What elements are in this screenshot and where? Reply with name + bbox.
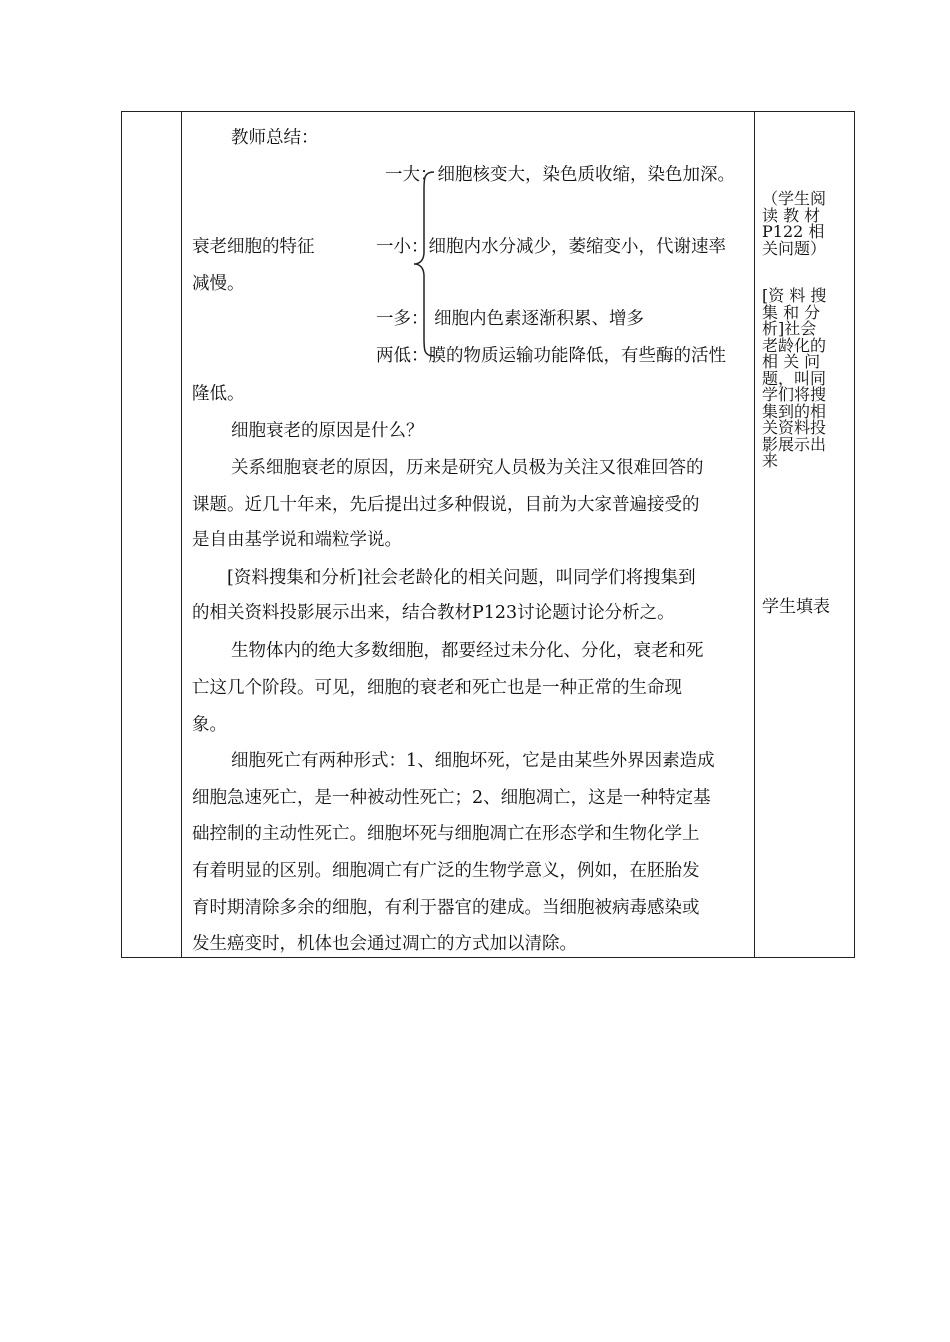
para1-line-3: 是自由基学说和端粒学说。 xyxy=(192,530,402,550)
para4-line-2: 细胞急速死亡，是一种被动性死亡；2、细胞凋亡，这是一种特定基 xyxy=(192,788,711,808)
feature-branch-3: 一多： 细胞内色素逐渐积累、增多 xyxy=(376,309,645,329)
curly-brace-icon xyxy=(412,170,436,358)
side-note-line: 影展示出 xyxy=(762,434,827,454)
para4-line-6: 发生癌变时，机体也会通过凋亡的方式加以清除。 xyxy=(192,934,577,954)
para3-line-2: 亡这几个阶段。可见，细胞的衰老和死亡也是一种正常的生命现 xyxy=(192,678,682,698)
side-note-fill-table: 学生填表 xyxy=(762,597,830,617)
center-label-line-1: 衰老细胞的特征 xyxy=(192,237,315,257)
feature-branch-4-line-2: 隆低。 xyxy=(192,384,245,404)
para2-line-1: [资料搜集和分析]社会老龄化的相关问题，叫同学们将搜集到 xyxy=(227,568,696,588)
center-label-line-2: 减慢。 xyxy=(192,274,245,294)
side-note-line: P122 相 xyxy=(762,222,825,241)
side-note-line: 集到的相 xyxy=(762,401,827,421)
para4-line-4: 有着明显的区别。细胞凋亡有广泛的生物学意义，例如，在胚胎发 xyxy=(192,861,700,881)
side-note-line: 集 和 分 xyxy=(762,302,821,322)
side-note-line: 来 xyxy=(762,451,779,470)
feature-branch-1: 一大：细胞核变大，染色质收缩，染色加深。 xyxy=(385,165,735,185)
para4-line-1: 细胞死亡有两种形式：1、细胞坏死，它是由某些外界因素造成 xyxy=(231,751,715,771)
side-note-reading xyxy=(762,191,848,257)
side-note-materials xyxy=(762,288,848,470)
side-note-line: （学生阅 xyxy=(762,189,827,208)
feature-branch-4-line-1: 两低：膜的物质运输功能降低，有些酶的活性 xyxy=(376,346,726,366)
para4-line-3: 础控制的主动性死亡。细胞坏死与细胞凋亡在形态学和生物化学上 xyxy=(192,824,700,844)
side-note-line: 题，叫同 xyxy=(762,368,827,388)
para1-line-2: 课题。近几十年来，先后提出过多种假说，目前为大家普遍接受的 xyxy=(192,495,700,515)
para3-line-3: 象。 xyxy=(192,715,227,735)
para1-line-1: 关系细胞衰老的原因，历来是研究人员极为关注又很难回答的 xyxy=(231,458,704,478)
side-note-line: 学们将搜 xyxy=(762,385,827,404)
lesson-table xyxy=(121,111,855,958)
side-note-line: 关资料投 xyxy=(762,418,827,437)
side-note-line: [资 料 搜 xyxy=(762,286,827,305)
summary-heading: 教师总结： xyxy=(231,128,319,148)
column-divider-right xyxy=(754,112,755,957)
feature-branch-2: 一小：细胞内水分减少，萎缩变小，代谢速率 xyxy=(376,237,726,257)
para2-line-2: 的相关资料投影展示出来，结合教材P123讨论题讨论分析之。 xyxy=(192,603,675,623)
column-divider-left xyxy=(181,112,182,957)
para4-line-5: 育时期清除多余的细胞，有利于器官的建成。当细胞被病毒感染或 xyxy=(192,898,700,918)
teaching-content-cell xyxy=(192,112,748,957)
side-note-line: 相 关 问 xyxy=(762,352,821,371)
para3-line-1: 生物体内的绝大多数细胞，都要经过未分化、分化，衰老和死 xyxy=(231,641,704,661)
side-note-line: 老龄化的 xyxy=(762,335,827,355)
side-note-line: 读 教 材 xyxy=(762,205,821,225)
side-note-line: 析]社会 xyxy=(762,319,817,338)
side-note-line: 关问题） xyxy=(762,238,827,258)
question-text: 细胞衰老的原因是什么？ xyxy=(231,421,424,441)
